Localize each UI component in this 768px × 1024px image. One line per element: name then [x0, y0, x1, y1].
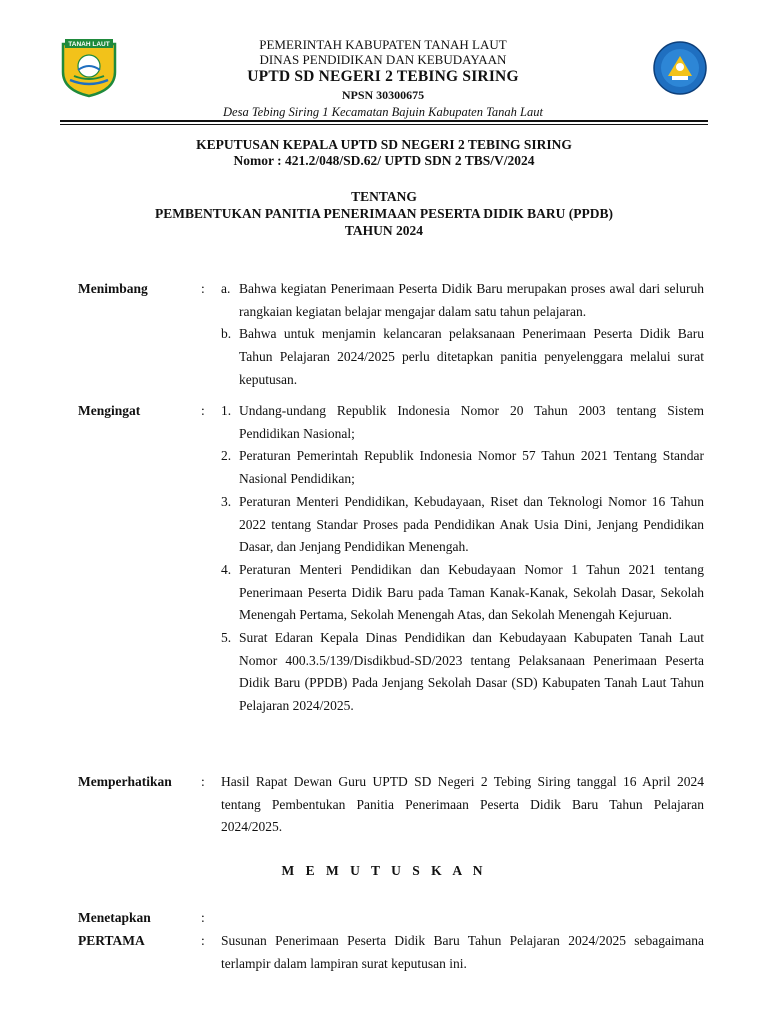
pertama-label: PERTAMA: [78, 933, 145, 948]
decree-subject: PEMBENTUKAN PANITIA PENERIMAAN PESERTA DIDIK BARU (PPDB): [154, 206, 614, 221]
pertama-text: Susunan Penerimaan Peserta Didik Baru Tahun Pelajaran 2024/2025 sebagaimana terlampir dalam lampiran surat keputusan ini.: [221, 933, 704, 971]
memperhatikan-label: Memperhatikan: [78, 774, 172, 789]
header-department: DINAS PENDIDIKAN DAN KEBUDAYAAN: [259, 52, 507, 67]
menimbang-label: Menimbang: [78, 281, 148, 296]
tentang-heading: TENTANG: [351, 189, 417, 204]
mengingat-item: 3. Peraturan Menteri Pendidikan, Kebudayaan, Riset dan Teknologi Nomor 16 Tahun 2022 tentang Standar Proses pada Pendidikan Anak Usia Dini, Jenjang Pendidikan Dasar, dan Jenjang Pendidikan Menengah.: [221, 493, 704, 555]
menimbang-item: b. Bahwa untuk menjamin kelancaran pelaksanaan Penerimaan Peserta Didik Baru Tahun Pelajaran 2024/2025 perlu ditetapkan panitia penyelenggara melalui surat keputusan.: [221, 326, 704, 387]
emblem-label: TANAH LAUT: [68, 41, 110, 49]
header-divider-thin: [60, 124, 708, 125]
mengingat-item: 4. Peraturan Menteri Pendidikan dan Kebudayaan Nomor 1 Tahun 2021 tentang Penerimaan Peserta Didik Baru pada Taman Kanak-Kanak, Sekolah Dasar, Sekolah Menengah Pertama, Sekolah Menengah Atas, dan Sekolah Menengah Kejuruan.: [221, 561, 704, 623]
menimbang-colon: :: [201, 281, 205, 296]
letterhead: [130, 37, 636, 120]
memutuskan-heading: M E M U T U S K A N: [281, 863, 487, 878]
header-school: UPTD SD NEGERI 2 TEBING SIRING: [247, 68, 519, 85]
decree-title: KEPUTUSAN KEPALA UPTD SD NEGERI 2 TEBING SIRING: [196, 137, 572, 152]
menimbang-item: a. Bahwa kegiatan Penerimaan Peserta Didik Baru merupakan proses awal dari seluruh rangkaian kegiatan belajar mengajar dalam satu tahun pelajaran.: [221, 281, 704, 319]
tanah-laut-emblem-icon: [60, 36, 118, 98]
mengingat-item: 2. Peraturan Pemerintah Republik Indonesia Nomor 57 Tahun 2021 Tentang Standar Nasional Pendidikan;: [221, 448, 704, 487]
menetapkan-colon: :: [201, 910, 205, 925]
header-divider: [60, 120, 708, 122]
memperhatikan-colon: :: [201, 774, 205, 789]
memperhatikan-text: Hasil Rapat Dewan Guru UPTD SD Negeri 2 Tebing Siring tanggal 16 April 2024 tentang Pembentukan Panitia Penerimaan Peserta Didik Baru Tahun Pelajaran 2024/2025.: [221, 774, 704, 835]
header-npsn: NPSN 30300675: [341, 88, 425, 102]
tut-wuri-handayani-icon: [652, 40, 708, 96]
mengingat-item: 5. Surat Edaran Kepala Dinas Pendidikan dan Kebudayaan Kabupaten Tanah Laut Nomor 400.3.5/139/Disdikbud-SD/2023 tentang Pelaksanaan Penerimaan Peserta Didik Baru (PPDB) Pada Jenjang Sekolah Dasar (SD) Kabupaten Tanah Laut Tahun Pelajaran 2024/2025.: [221, 630, 704, 714]
header-government: PEMERINTAH KABUPATEN TANAH LAUT: [259, 37, 507, 52]
decree-number: Nomor : 421.2/048/SD.62/ UPTD SDN 2 TBS/V/2024: [233, 153, 535, 168]
pertama-colon: :: [201, 933, 205, 948]
header-address: Desa Tebing Siring 1 Kecamatan Bajuin Kabupaten Tanah Laut: [223, 105, 543, 119]
mengingat-item: 1. Undang-undang Republik Indonesia Nomor 20 Tahun 2003 tentang Sistem Pendidikan Nasional;: [221, 403, 704, 441]
menetapkan-label: Menetapkan: [78, 910, 151, 925]
decree-year: TAHUN 2024: [344, 223, 424, 238]
mengingat-label: Mengingat: [78, 403, 141, 418]
mengingat-colon: :: [201, 403, 205, 418]
